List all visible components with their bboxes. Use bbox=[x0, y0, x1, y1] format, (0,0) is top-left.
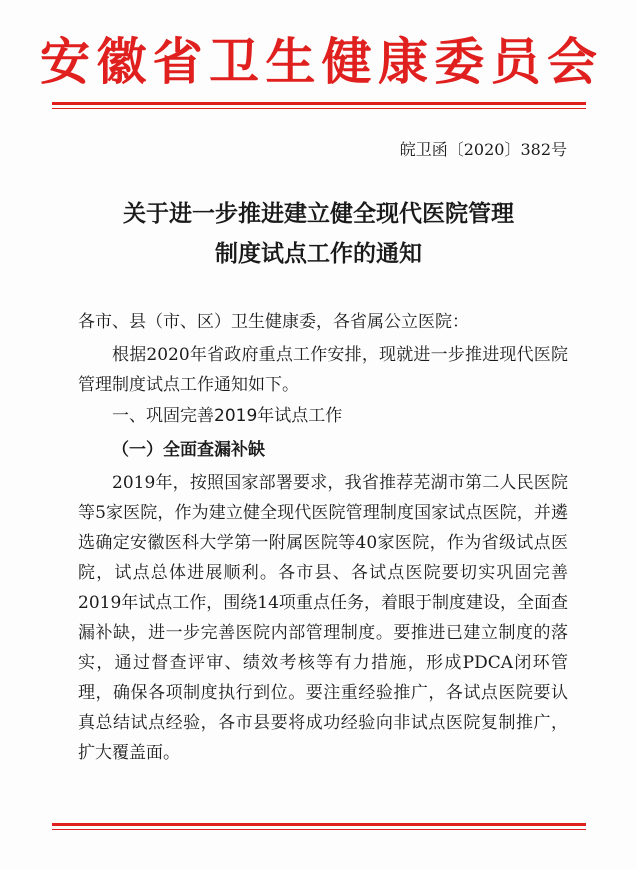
body-paragraph: 2019年，按照国家部署要求，我省推荐芜湖市第二人民医院等5家医院，作为建立健全现代医院管理制度国家试点医院，并遴选确定安徽医科大学第一附属医院等40家医院，作为省级试点医院，试点总体进展顺利。各市县、各试点医院要切实巩固完善2019年试点工作，围绕14项重点任务，着眼于制度建设，全面查漏补缺，进一步完善医院内部管理制度。要推进已建立制度的落实，通过督查评审、绩效考核等有力措施，形成PDCA闭环管理，确保各项制度执行到位。要注重经验推广，各试点医院要认真总结试点经验，各市县要将成功经验向非试点医院复制推广，扩大覆盖面。 bbox=[78, 473, 568, 763]
masthead-char: 会 bbox=[546, 32, 597, 91]
document-title-line-1: 关于进一步推进建立健全现代医院管理 bbox=[123, 200, 514, 227]
subsection-heading: （一）全面查漏补缺 bbox=[112, 440, 265, 460]
document-number: 皖卫函〔2020〕382号 bbox=[399, 140, 567, 159]
masthead-char: 安 bbox=[40, 32, 90, 91]
masthead-title bbox=[40, 28, 597, 96]
intro-paragraph: 根据2020年省政府重点工作安排，现就进一步推进现代医院管理制度试点工作通知如下。 bbox=[78, 345, 568, 395]
masthead-char: 生 bbox=[265, 32, 316, 91]
masthead-rule-thick bbox=[52, 102, 586, 105]
addressee: 各市、县（市、区）卫生健康委，各省属公立医院： bbox=[78, 312, 469, 332]
masthead-char: 康 bbox=[377, 32, 428, 91]
masthead-rule-thin bbox=[52, 108, 586, 109]
masthead-char: 员 bbox=[490, 32, 541, 91]
masthead-char: 委 bbox=[434, 32, 485, 91]
masthead-char: 健 bbox=[321, 32, 372, 91]
footer-rule-thin bbox=[52, 829, 586, 830]
masthead-char: 省 bbox=[152, 32, 203, 91]
section-heading: 一、巩固完善2019年试点工作 bbox=[112, 406, 343, 426]
masthead-char: 徽 bbox=[96, 32, 147, 91]
footer-rule-thick bbox=[52, 823, 586, 826]
document-title-line-2: 制度试点工作的通知 bbox=[215, 240, 422, 267]
masthead-char: 卫 bbox=[208, 32, 259, 91]
